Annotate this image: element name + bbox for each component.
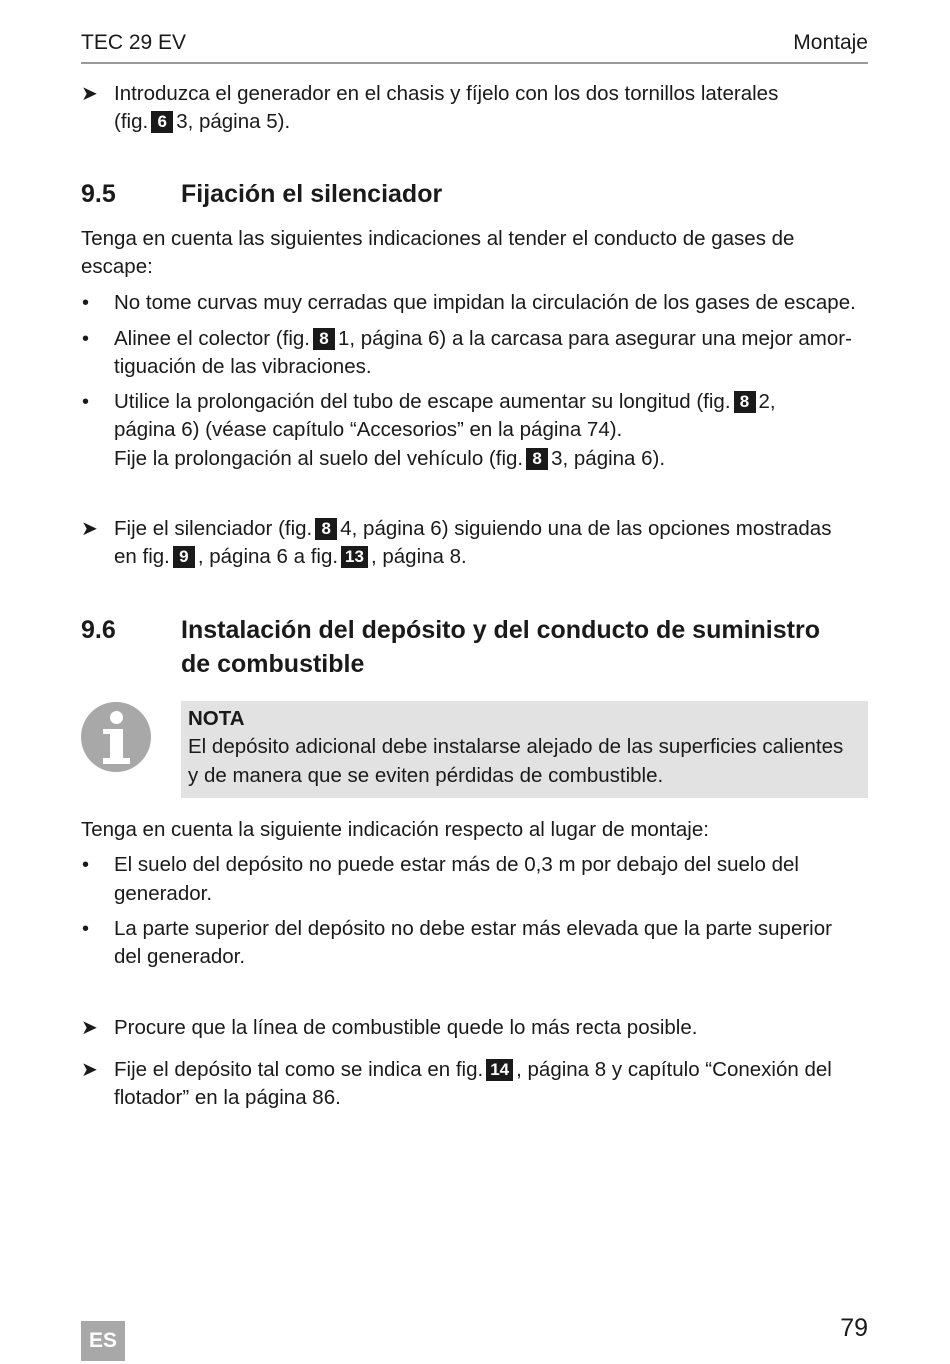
figure-ref-badge: 14 [486, 1059, 513, 1081]
figure-ref-badge: 13 [341, 546, 368, 568]
arrow-marker-icon: ➤ [81, 1059, 98, 1081]
arrow-marker-icon: ➤ [81, 83, 98, 105]
header-product: TEC 29 EV [81, 31, 187, 54]
intro-line: Tenga en cuenta la siguiente indicación respecto al lugar de montaje: [81, 818, 709, 841]
section-number: 9.5 [81, 180, 116, 208]
bullet-item-line2: página 6) (véase capítulo “Accesorios” en la página 74). [114, 418, 623, 441]
bullet-item-line2: del generador. [114, 945, 246, 968]
language-tab: ES [81, 1321, 125, 1361]
step4-line1: Fije el depósito tal como se indica en fig. 14 , página 8 y capítulo “Conexión del [114, 1058, 832, 1081]
section-title: Fijación el silenciador [181, 180, 443, 208]
bullet-icon: • [82, 854, 90, 876]
section-number: 9.6 [81, 616, 116, 644]
figure-ref-badge: 8 [315, 518, 337, 540]
figure-ref-badge: 8 [313, 328, 335, 350]
header-chapter: Montaje [793, 31, 868, 54]
bullet-item: No tome curvas muy cerradas que impidan la circulación de los gases de escape. [114, 291, 856, 314]
bullet-icon: • [82, 328, 90, 350]
step1-line2: (fig. 6 3, página 5). [114, 110, 291, 133]
arrow-marker-icon: ➤ [81, 518, 98, 540]
bullet-item-line3: Fije la prolongación al suelo del vehículo (fig. 8 3, página 6). [114, 447, 666, 470]
note-box [181, 701, 868, 798]
step1-line1: Introduzca el generador en el chasis y fíjelo con los dos tornillos laterales [114, 82, 779, 105]
bullet-icon: • [82, 292, 90, 314]
intro-line1: Tenga en cuenta las siguientes indicaciones al tender el conducto de gases de [81, 227, 795, 250]
bullet-icon: • [82, 918, 90, 940]
section-title-line1: Instalación del depósito y del conducto de suministro [181, 616, 820, 644]
page-number: 79 [840, 1314, 868, 1342]
step2-line1: Fije el silenciador (fig. 8 4, página 6) siguiendo una de las opciones mostradas [114, 517, 832, 540]
step2-line2: en fig. 9 , página 6 a fig. 13 , página 8. [114, 545, 467, 568]
bullet-icon: • [82, 391, 90, 413]
figure-ref-badge: 6 [151, 111, 173, 133]
figure-ref-badge: 9 [173, 546, 195, 568]
bullet-item-line1: La parte superior del depósito no debe estar más elevada que la parte superior [114, 917, 832, 940]
bullet-item-line1: El suelo del depósito no puede estar más de 0,3 m por debajo del suelo del [114, 853, 799, 876]
bullet-item-line2: generador. [114, 882, 213, 905]
page-header [81, 28, 868, 64]
intro-line2: escape: [81, 255, 153, 278]
step3-line: Procure que la línea de combustible quede lo más recta posible. [114, 1016, 698, 1039]
step4-line2: flotador” en la página 86. [114, 1086, 341, 1109]
bullet-item-line1: Utilice la prolongación del tubo de escape aumentar su longitud (fig. 8 2, [114, 390, 776, 413]
bullet-item-line2: tiguación de las vibraciones. [114, 355, 372, 378]
note-text-line1: El depósito adicional debe instalarse alejado de las superficies calientes [188, 735, 844, 758]
bullet-item-line1: Alinee el colector (fig. 8 1, página 6) a la carcasa para asegurar una mejor amor- [114, 327, 852, 350]
figure-ref-badge: 8 [734, 391, 756, 413]
note-text-line2: y de manera que se eviten pérdidas de combustible. [188, 764, 664, 787]
info-icon [81, 702, 151, 772]
section-title-line2: de combustible [181, 650, 365, 678]
arrow-marker-icon: ➤ [81, 1017, 98, 1039]
note-title: NOTA [188, 707, 245, 730]
figure-ref-badge: 8 [526, 448, 548, 470]
